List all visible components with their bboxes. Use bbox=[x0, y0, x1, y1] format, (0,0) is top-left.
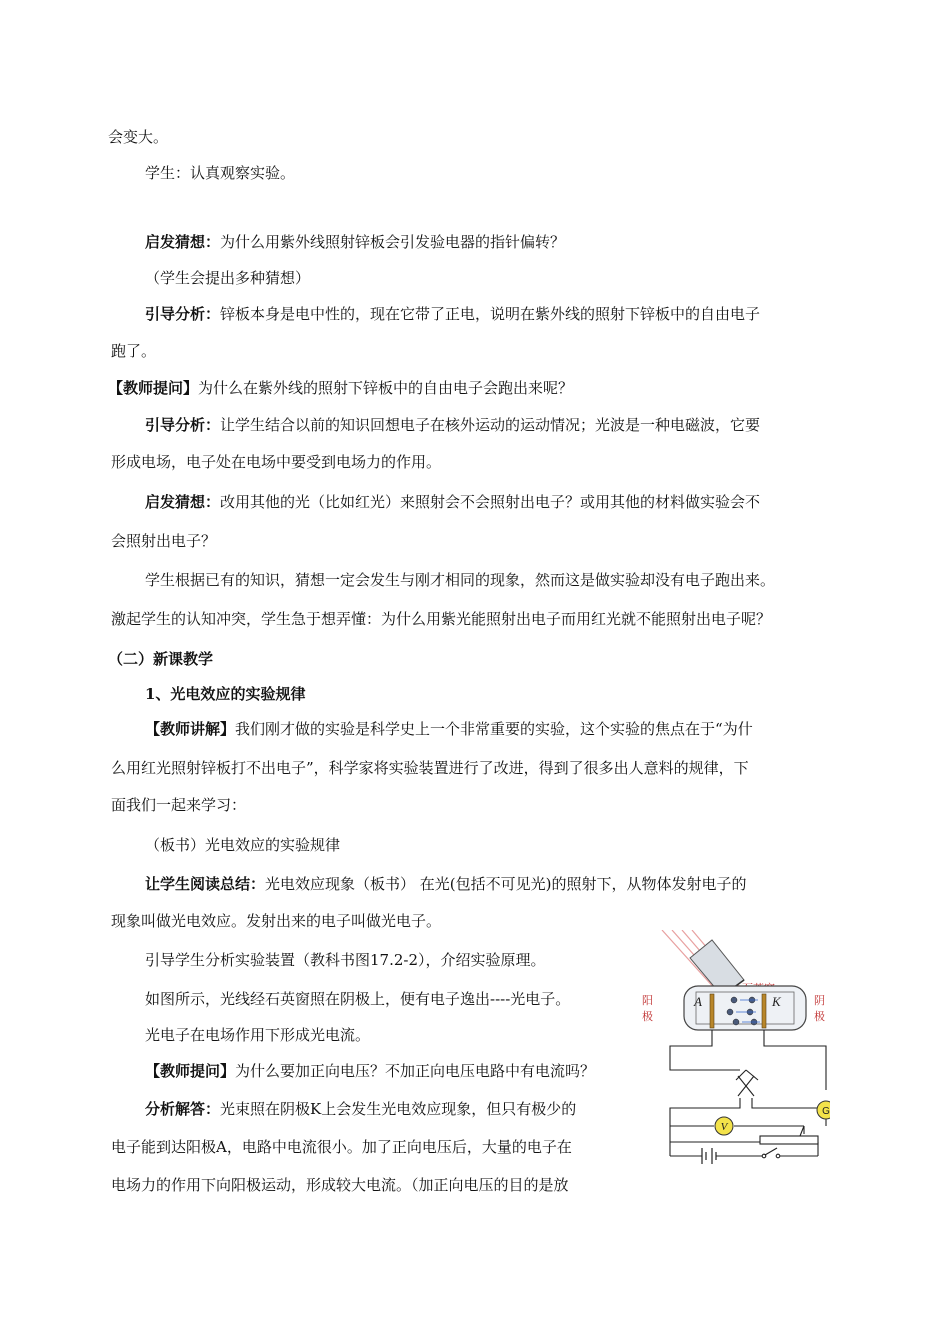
label-anode-2: 极 bbox=[642, 1010, 653, 1023]
line-text: （板书）光电效应的实验规律 bbox=[145, 836, 341, 854]
line-text: 学生根据已有的知识，猜想一定会发生与刚才相同的现象，然而这是做实验却没有电子跑出来。 bbox=[145, 571, 776, 589]
bold-lead: （二）新课教学 bbox=[108, 650, 214, 668]
paragraph-line bbox=[111, 757, 749, 779]
line-text: 为什么用紫外线照射锌板会引发验电器的指针偏转？ bbox=[220, 233, 566, 251]
line-text: 电场力的作用下向阳极运动，形成较大电流。（加正向电压的目的是放 bbox=[111, 1176, 569, 1194]
cathode-plate bbox=[762, 994, 766, 1028]
paragraph-line bbox=[145, 231, 565, 253]
voltmeter-icon bbox=[715, 1117, 733, 1135]
paragraph-line bbox=[145, 267, 310, 289]
line-text: 电子能到达阳极A，电路中电流很小。加了正向电压后，大量的电子在 bbox=[111, 1138, 572, 1156]
label-cathode-2: 极 bbox=[814, 1010, 825, 1023]
paragraph-line bbox=[111, 451, 441, 473]
paragraph-line bbox=[111, 910, 441, 932]
paragraph-line bbox=[145, 162, 295, 184]
line-text: 光电效应现象（板书） 在光(包括不可见光)的照射下，从物体发射电子的 bbox=[265, 875, 747, 893]
bold-lead: 【教师提问】 bbox=[145, 1062, 236, 1080]
bold-lead: 1、光电效应的实验规律 bbox=[145, 685, 306, 703]
paragraph-line bbox=[145, 683, 305, 705]
paragraph-line bbox=[108, 126, 168, 148]
paragraph-line bbox=[145, 949, 546, 971]
paragraph-line bbox=[111, 608, 771, 630]
line-text: 我们刚才做的实验是科学史上一个非常重要的实验，这个实验的焦点在于“为什 bbox=[235, 720, 753, 738]
bold-lead: 【教师讲解】 bbox=[145, 720, 236, 738]
line-text: 么用红光照射锌板打不出电子”，科学家将实验装置进行了改进，得到了很多出人意料的规律，下 bbox=[111, 759, 749, 777]
paragraph-line bbox=[145, 414, 760, 436]
bold-lead: 【教师提问】 bbox=[108, 379, 199, 397]
line-text: 现象叫做光电效应。发射出来的电子叫做光电子。 bbox=[111, 912, 442, 930]
bold-lead: 启发猜想： bbox=[145, 233, 221, 251]
line-text: 如图所示，光线经石英窗照在阴极上，便有电子逸出----光电子。 bbox=[145, 990, 571, 1008]
paragraph-line bbox=[108, 648, 213, 670]
line-text: 光束照在阴极K上会发生光电效应现象，但只有极少的 bbox=[220, 1100, 577, 1118]
paragraph-line bbox=[111, 530, 216, 552]
bold-lead: 分析解答： bbox=[145, 1100, 221, 1118]
line-text: 形成电场，电子处在电场中要受到电场力的作用。 bbox=[111, 453, 442, 471]
line-text: （学生会提出多种猜想） bbox=[145, 269, 311, 287]
paragraph-line bbox=[145, 569, 775, 591]
paragraph-line bbox=[111, 1174, 569, 1196]
line-text: 为什么要加正向电压？不加正向电压电路中有电流吗？ bbox=[235, 1062, 596, 1080]
anode-plate bbox=[710, 994, 714, 1028]
label-v: V bbox=[720, 1121, 728, 1133]
paragraph-line bbox=[145, 834, 340, 856]
line-text: 锌板本身是电中性的，现在它带了正电，说明在紫外线的照射下锌板中的自由电子 bbox=[220, 305, 761, 323]
rheostat-icon bbox=[760, 1126, 818, 1144]
paragraph-line bbox=[111, 794, 246, 816]
label-cathode-1: 阴 bbox=[814, 994, 825, 1007]
switch-icon bbox=[762, 1148, 780, 1158]
paragraph-line bbox=[145, 303, 760, 325]
paragraph-line bbox=[145, 873, 747, 895]
line-text: 会照射出电子？ bbox=[111, 532, 217, 550]
line-text: 改用其他的光（比如红光）来照射会不会照射出电子？或用其他的材料做实验会不 bbox=[220, 493, 761, 511]
paragraph-line bbox=[145, 718, 753, 740]
line-text: 学生：认真观察实验。 bbox=[145, 164, 296, 182]
line-text: 会变大。 bbox=[108, 128, 169, 146]
photoelectric-apparatus-diagram bbox=[640, 930, 830, 1190]
label-k: K bbox=[772, 994, 781, 1009]
bold-lead: 让学生阅读总结： bbox=[145, 875, 266, 893]
paragraph-line bbox=[145, 491, 760, 513]
paragraph-line bbox=[145, 1060, 595, 1082]
line-text: 光电子在电场作用下形成光电流。 bbox=[145, 1026, 371, 1044]
label-a: A bbox=[694, 994, 702, 1009]
paragraph-line bbox=[111, 1136, 572, 1158]
galvanometer-icon bbox=[817, 1101, 830, 1119]
paragraph-line bbox=[145, 1098, 576, 1120]
bold-lead: 引导分析： bbox=[145, 416, 221, 434]
line-text: 面我们一起来学习： bbox=[111, 796, 247, 814]
paragraph-line bbox=[145, 988, 570, 1010]
line-text: 为什么在紫外线的照射下锌板中的自由电子会跑出来呢？ bbox=[198, 379, 574, 397]
paragraph-line bbox=[108, 377, 573, 399]
line-text: 激起学生的认知冲突，学生急于想弄懂：为什么用紫光能照射出电子而用红光就不能照射出电子呢？ bbox=[111, 610, 772, 628]
bold-lead: 启发猜想： bbox=[145, 493, 221, 511]
bold-lead: 引导分析： bbox=[145, 305, 221, 323]
line-text: 引导学生分析实验装置（教科书图17.2-2），介绍实验原理。 bbox=[145, 951, 546, 969]
label-anode-1: 阳 bbox=[642, 994, 653, 1007]
vacuum-tube bbox=[684, 986, 806, 1030]
paragraph-line bbox=[145, 1024, 370, 1046]
line-text: 让学生结合以前的知识回想电子在核外运动的运动情况；光波是一种电磁波，它要 bbox=[220, 416, 761, 434]
label-g: G bbox=[822, 1106, 830, 1117]
battery-icon bbox=[702, 1148, 716, 1164]
paragraph-line bbox=[111, 340, 156, 362]
line-text: 跑了。 bbox=[111, 342, 157, 360]
